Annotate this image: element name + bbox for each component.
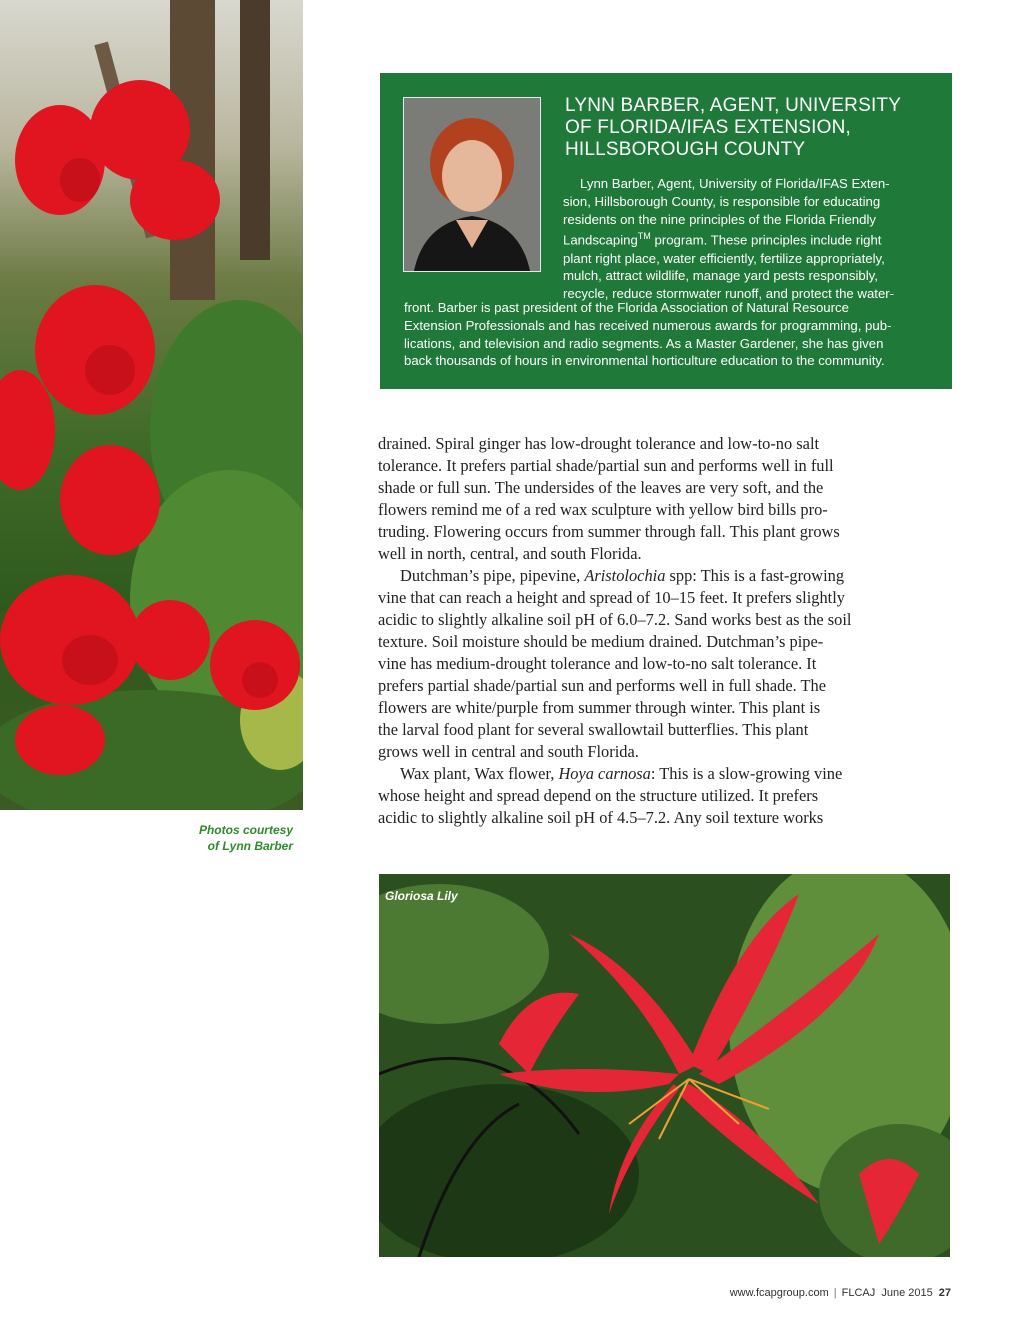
bio-line: mulch, attract wildlife, manage yard pests responsibly, [563, 268, 878, 284]
body-line: prefers partial shade/partial sun and performs well in full shade. The [378, 676, 827, 695]
body-line: texture. Soil moisture should be medium drained. Dutchman’s pipe- [378, 632, 824, 651]
page-footer [730, 1287, 951, 1299]
bio-text-bottom [404, 299, 939, 370]
body-line: whose height and spread depend on the structure utilized. It prefers [378, 786, 819, 805]
article-body [378, 433, 953, 829]
bougainvillea-photo [0, 0, 303, 810]
paragraph-dutchmans-pipe-start [378, 565, 953, 587]
page-number: 27 [938, 1287, 951, 1299]
caption-line-1: Photos courtesy [198, 823, 293, 837]
body-line: shade or full sun. The undersides of the leaves are very soft, and the [378, 478, 824, 497]
body-line: flowers are white/purple from summer through winter. This plant is [378, 698, 821, 717]
body-text: : This is a slow-growing vine [650, 764, 843, 783]
body-line: vine that can reach a height and spread of 10–15 feet. It prefers slightly [378, 588, 845, 607]
species-name: Hoya carnosa [558, 764, 651, 783]
species-name: Aristolochia [584, 566, 666, 585]
body-line: truding. Flowering occurs from summer through fall. This plant grows [378, 522, 840, 541]
body-line: vine has medium-drought tolerance and low-to-no salt tolerance. It [378, 654, 817, 673]
body-line: the larval food plant for several swallowtail butterflies. This plant [378, 720, 809, 739]
paragraph-wax-plant-start [378, 763, 953, 785]
body-text: spp: This is a fast-growing [665, 566, 845, 585]
footer-magazine: FLCAJ [841, 1287, 876, 1299]
bio-line: residents on the nine principles of the Florida Friendly [563, 211, 877, 227]
caption-line-2: of Lynn Barber [207, 839, 293, 853]
bio-title-line: LYNN BARBER, AGENT, UNIVERSITY [565, 95, 902, 116]
bio-line: front. Barber is past president of the Florida Association of Natural Resource [404, 300, 849, 315]
photo-credit-caption [160, 822, 293, 854]
body-line: well in north, central, and south Florida. [378, 544, 642, 563]
bio-text-top [563, 175, 938, 303]
bio-line: plant right place, water efficiently, fertilize appropriately, [563, 250, 885, 266]
author-portrait [403, 97, 541, 272]
gloriosa-lily-photo [379, 874, 950, 1257]
body-line: acidic to slightly alkaline soil pH of 4.5–7.2. Any soil texture works [378, 808, 824, 827]
body-line: tolerance. It prefers partial shade/partial sun and performs well in full [378, 456, 834, 475]
bio-line: Extension Professionals and has received numerous awards for programming, pub- [404, 317, 892, 333]
trademark-mark: TM [637, 231, 651, 242]
body-line: drained. Spiral ginger has low-drought tolerance and low-to-no salt [378, 434, 820, 453]
bio-line-landscaping [563, 228, 938, 249]
bio-title [565, 95, 935, 161]
photo-label: Gloriosa Lily [385, 889, 458, 903]
bio-line: recycle, reduce stormwater runoff, and protect the water- [563, 286, 895, 302]
bio-line: program. These principles include right [654, 232, 882, 248]
bio-line: Lynn Barber, Agent, University of Florida/IFAS Exten- [580, 176, 890, 191]
landscaping-word: Landscaping [563, 232, 638, 248]
footer-site: www.fcapgroup.com [729, 1287, 829, 1299]
footer-date: June 2015 [881, 1287, 933, 1299]
body-text: Dutchman’s pipe, pipevine, [400, 566, 585, 585]
body-line: grows well in central and south Florida. [378, 742, 639, 761]
bio-title-line: OF FLORIDA/IFAS EXTENSION, [565, 117, 852, 138]
author-bio-box [380, 73, 952, 389]
bio-title-line: HILLSBOROUGH COUNTY [565, 139, 806, 160]
body-line: flowers remind me of a red wax sculpture with yellow bird bills pro- [378, 500, 828, 519]
bio-line: back thousands of hours in environmental horticulture education to the community. [404, 353, 885, 369]
bio-line: sion, Hillsborough County, is responsible for educating [563, 193, 881, 209]
footer-divider: | [833, 1287, 837, 1299]
body-line: acidic to slightly alkaline soil pH of 6.0–7.2. Sand works best as the soil [378, 610, 852, 629]
body-text: Wax plant, Wax flower, [400, 764, 559, 783]
bio-line: lications, and television and radio segments. As a Master Gardener, she has given [404, 335, 884, 351]
